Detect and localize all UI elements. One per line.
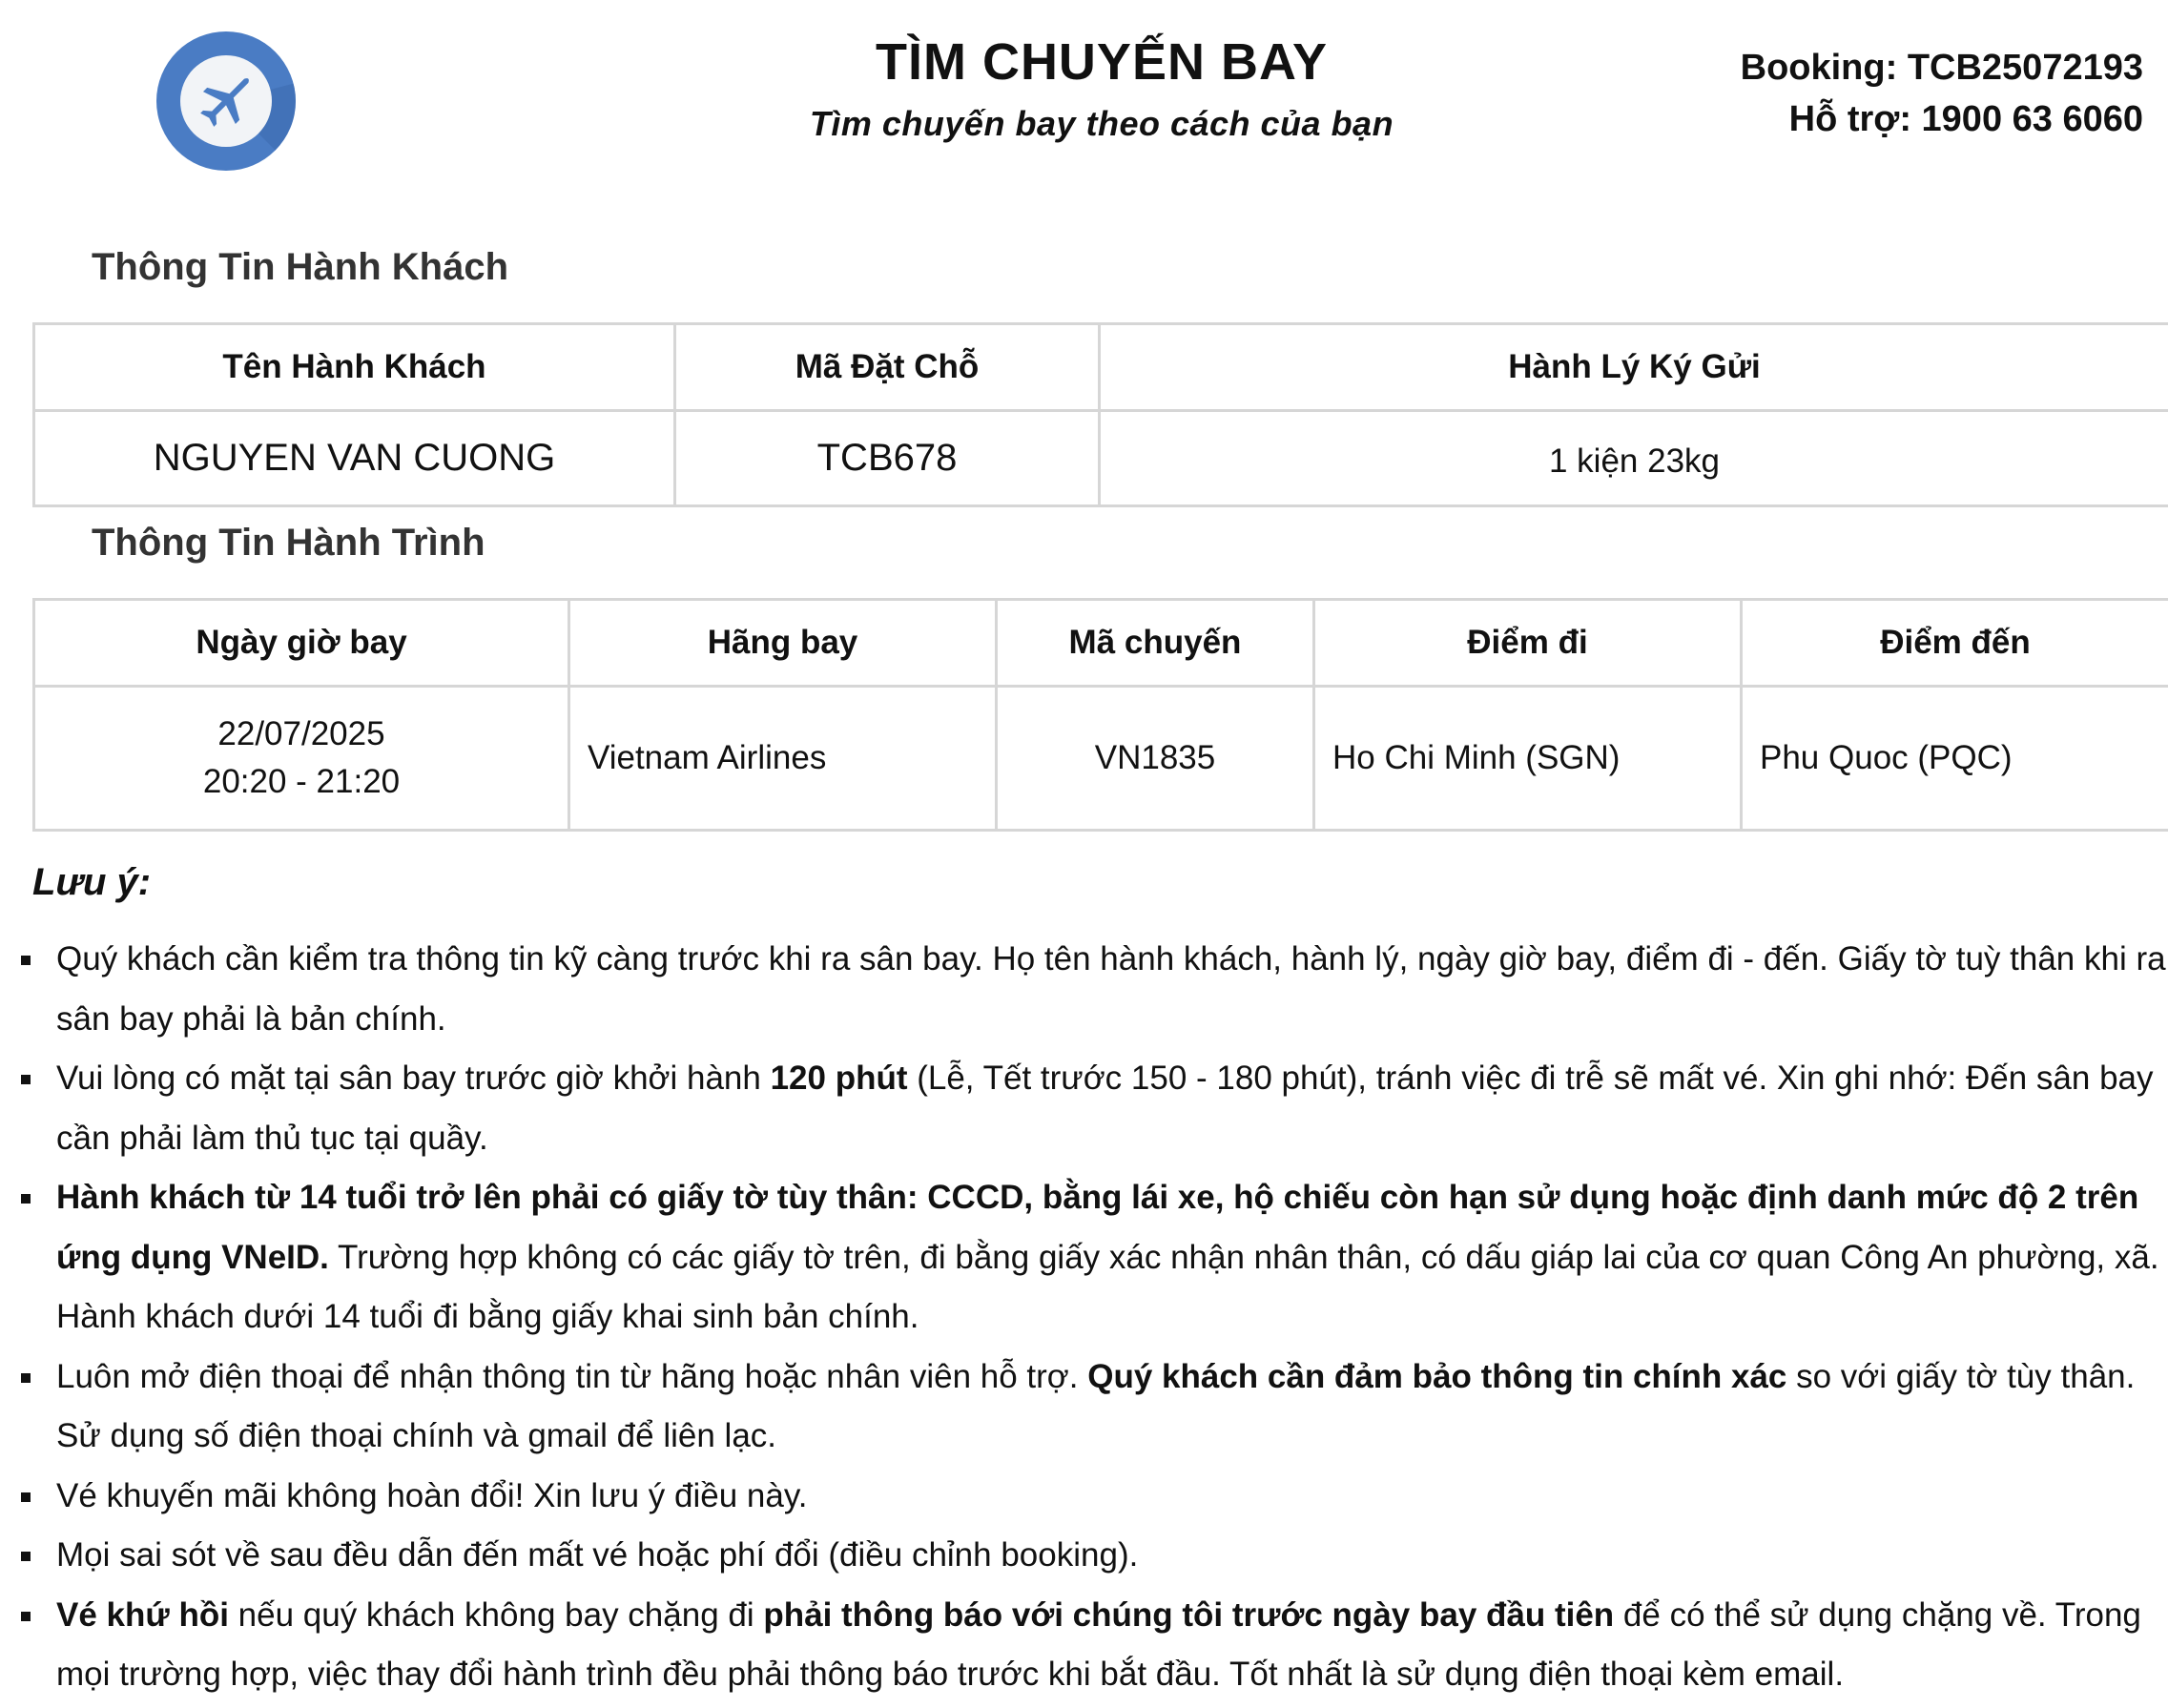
flight-date: 22/07/2025 — [217, 715, 385, 752]
table-row — [34, 687, 2168, 831]
note-text: Mọi sai sót về sau đều dẫn đến mất vé hoặc phí đổi (điều chỉnh booking). — [56, 1536, 1139, 1574]
list-item — [56, 1586, 2168, 1705]
page-subtitle: Tìm chuyến bay theo cách của bạn — [809, 104, 1394, 143]
notes-title: Lưu ý: — [32, 861, 152, 903]
note-text: để có thể sử dụng chặng về. Trong mọi trường hợp, việc thay đổi hành trình đều phải thông báo trước khi bắt đầu. Tốt nhất là sử dụng điện thoại kèm email. — [56, 1595, 2141, 1693]
journey-section-title: Thông Tin Hành Trình — [92, 522, 485, 564]
note-text: Quý khách cần kiểm tra thông tin kỹ càng trước khi ra sân bay. Họ tên hành khách, hành lý, ngày giờ bay, điểm đi - đến. Giấy tờ tuỳ thân khi ra sân bay phải là bản chính. — [56, 940, 2166, 1038]
note-text: Trường hợp không có các giấy tờ trên, đi bằng giấy xác nhận nhân thân, có dấu giáp lai của cơ quan Công An phường, xã. Hành khách dưới 14 tuổi đi bằng giấy khai sinh bản chính. — [56, 1238, 2159, 1335]
table-header-row — [34, 600, 2168, 687]
list-item — [56, 930, 2168, 1049]
passenger-name: NGUYEN VAN CUONG — [34, 411, 675, 506]
booking-code: Booking: TCB25072193 — [1740, 48, 2143, 88]
column-header: Mã chuyến — [997, 600, 1314, 687]
column-header: Hành Lý Ký Gửi — [1100, 324, 2168, 411]
title-block — [649, 29, 1555, 145]
passenger-section-title: Thông Tin Hành Khách — [92, 246, 509, 288]
list-item — [56, 1526, 2168, 1586]
note-text: Luôn mở điện thoại để nhận thông tin từ hãng hoặc nhân viên hỗ trợ. — [56, 1357, 1088, 1395]
flight-time: 20:20 - 21:20 — [202, 763, 401, 800]
page-title: TÌM CHUYẾN BAY — [875, 33, 1329, 91]
note-text: Vé khuyến mãi không hoàn đổi! Xin lưu ý điều này. — [56, 1476, 808, 1514]
list-item — [56, 1168, 2168, 1348]
notes-list — [0, 930, 2168, 1705]
note-text: nếu quý khách không bay chặng đi — [228, 1595, 764, 1634]
column-header: Điểm đến — [1742, 600, 2168, 687]
list-item — [56, 1348, 2168, 1467]
reservation-code: TCB678 — [675, 411, 1100, 506]
note-emphasis: Quý khách cần đảm bảo thông tin chính xác — [1087, 1357, 1787, 1395]
note-emphasis: Hành khách từ 14 tuổi trở lên phải có giấy tờ tùy thân: CCCD, bằng lái xe, hộ chiếu còn hạn sử dụng hoặc định danh mức độ 2 trên ứng dụng VNeID. — [56, 1179, 2139, 1276]
column-header: Tên Hành Khách — [34, 324, 675, 411]
list-item — [56, 1049, 2168, 1168]
checked-baggage: 1 kiện 23kg — [1100, 411, 2168, 506]
journey-table — [32, 598, 2168, 832]
departure-point: Ho Chi Minh (SGN) — [1314, 687, 1742, 831]
column-header: Điểm đi — [1314, 600, 1742, 687]
table-row — [34, 411, 2168, 506]
support-phone: Hỗ trợ: 1900 63 6060 — [1788, 99, 2143, 139]
passenger-table — [32, 322, 2168, 507]
note-text: (Lễ, Tết trước 150 - 180 phút), tránh việc đi trễ sẽ mất vé. Xin ghi nhớ: Đến sân bay cần phải làm thủ tục tại quầy. — [56, 1060, 2154, 1157]
arrival-point: Phu Quoc (PQC) — [1742, 687, 2168, 831]
airplane-icon — [156, 31, 296, 171]
note-emphasis: 120 phút — [770, 1060, 908, 1097]
note-emphasis: phải thông báo với chúng tôi trước ngày bay đầu tiên — [763, 1595, 1615, 1634]
column-header: Ngày giờ bay — [34, 600, 569, 687]
flight-number: VN1835 — [997, 687, 1314, 831]
note-text: Vui lòng có mặt tại sân bay trước giờ khởi hành — [56, 1060, 771, 1097]
column-header: Mã Đặt Chỗ — [675, 324, 1100, 411]
page-header — [0, 0, 2168, 191]
contact-info — [1741, 42, 2143, 145]
list-item — [56, 1467, 2168, 1527]
flight-datetime — [34, 687, 569, 831]
note-text: so với giấy tờ tùy thân. Sử dụng số điện thoại chính và gmail để liên lạc. — [56, 1357, 2136, 1454]
airline: Vietnam Airlines — [569, 687, 997, 831]
column-header: Hãng bay — [569, 600, 997, 687]
note-emphasis: Vé khứ hồi — [56, 1595, 229, 1634]
table-header-row — [34, 324, 2168, 411]
